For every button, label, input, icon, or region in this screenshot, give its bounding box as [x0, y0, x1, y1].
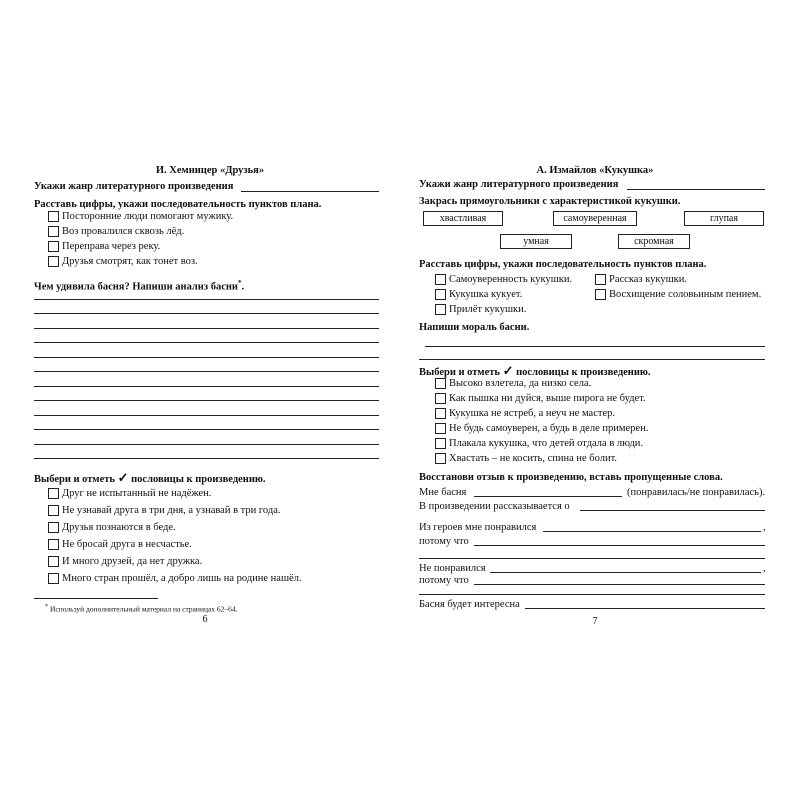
right-proverb-2: Как пышка ни дуйся, выше пирога не будет. — [449, 393, 646, 404]
review-blank-reason-2b[interactable] — [419, 594, 765, 595]
review-heroes-liked: Из героев мне понравился — [419, 522, 537, 533]
right-title: А. Измайлов «Кукушка» — [536, 165, 654, 176]
review-blank-liked[interactable] — [474, 496, 622, 497]
left-proverb-2: Не узнавай друга в три дня, а узнавай в три года. — [62, 505, 281, 516]
left-proverbs-prompt: Выбери и отметь ✓ пословицы к произведению. — [34, 470, 266, 485]
analysis-line-3[interactable] — [34, 328, 379, 329]
right-proverb-5: Плакала кукушка, что детей отдала в люди. — [449, 438, 644, 449]
right-proverb-box-5[interactable] — [435, 438, 446, 449]
analysis-line-9[interactable] — [34, 415, 379, 416]
right-plan-item-3: Кукушка кукует. — [449, 289, 523, 300]
left-genre-prompt: Укажи жанр литературного произведения — [34, 181, 234, 192]
checkmark-icon: ✓ — [117, 470, 129, 485]
left-plan-item-4: Друзья смотрят, как тонет воз. — [62, 256, 198, 267]
right-plan-box-5[interactable] — [435, 304, 446, 315]
right-proverb-box-1[interactable] — [435, 378, 446, 389]
moral-line-2[interactable] — [419, 359, 765, 360]
review-interesting: Басня будет интересна — [419, 599, 520, 610]
analysis-line-6[interactable] — [34, 371, 379, 372]
analysis-line-10[interactable] — [34, 429, 379, 430]
page-number-right: 7 — [592, 616, 598, 627]
review-story-told: В произведении рассказывается о — [419, 501, 570, 512]
right-proverb-4: Не будь самоуверен, а будь в деле примерен. — [449, 423, 649, 434]
right-plan-prompt: Расставь цифры, укажи последовательность пунктов плана. — [419, 259, 707, 270]
right-proverb-box-3[interactable] — [435, 408, 446, 419]
review-blank-reason-2[interactable] — [474, 584, 765, 585]
review-blank-reason-1[interactable] — [474, 545, 765, 546]
left-proverb-5: И много друзей, да нет дружка. — [62, 556, 203, 567]
footnote-divider — [34, 598, 158, 599]
right-proverb-box-4[interactable] — [435, 423, 446, 434]
right-proverbs-prompt: Выбери и отметь ✓ пословицы к произведению. — [419, 363, 651, 378]
review-liked-choice: (понравилась/не понравилась). — [627, 487, 766, 498]
right-plan-item-1: Самоуверенность кукушки. — [449, 274, 573, 285]
left-proverb-box-3[interactable] — [48, 522, 59, 533]
analysis-line-11[interactable] — [34, 444, 379, 445]
analysis-line-2[interactable] — [34, 313, 379, 314]
analysis-line-12[interactable] — [34, 458, 379, 459]
checkmark-icon: ✓ — [502, 363, 514, 378]
left-genre-answer-line[interactable] — [241, 191, 379, 192]
analysis-line-1[interactable] — [34, 299, 379, 300]
left-proverb-6: Много стран прошёл, а добро лишь на родине нашёл. — [62, 573, 302, 584]
review-blank-hero-liked[interactable] — [543, 531, 761, 532]
left-proverb-box-2[interactable] — [48, 505, 59, 516]
right-proverb-box-6[interactable] — [435, 453, 446, 464]
trait-box-modest[interactable]: скромная — [618, 234, 690, 249]
right-genre-answer-line[interactable] — [627, 189, 765, 190]
page-number-left: 6 — [202, 614, 208, 625]
left-proverb-4: Не бросай друга в несчастье. — [62, 539, 192, 550]
left-plan-box-4[interactable] — [48, 256, 59, 267]
right-plan-box-2[interactable] — [595, 274, 606, 285]
right-genre-prompt: Укажи жанр литературного произведения — [419, 179, 619, 190]
review-comma-2: , — [763, 563, 766, 574]
analysis-line-8[interactable] — [34, 400, 379, 401]
left-plan-item-2: Воз провалился сквозь лёд. — [62, 226, 185, 237]
moral-line-1[interactable] — [425, 346, 765, 347]
review-because-2: потому что — [419, 575, 469, 586]
review-blank-interesting[interactable] — [525, 608, 765, 609]
left-plan-box-2[interactable] — [48, 226, 59, 237]
review-my-fable: Мне басня — [419, 487, 467, 498]
analysis-line-4[interactable] — [34, 342, 379, 343]
review-blank-reason-1b[interactable] — [419, 558, 765, 559]
analysis-line-7[interactable] — [34, 386, 379, 387]
left-proverb-1: Друг не испытанный не надёжен. — [62, 488, 212, 499]
trait-box-smart[interactable]: умная — [500, 234, 572, 249]
trait-box-self-confident[interactable]: самоуверенная — [553, 211, 637, 226]
left-title: И. Хемницер «Друзья» — [155, 165, 265, 176]
right-proverb-1: Высоко взлетела, да низко села. — [449, 378, 592, 389]
left-proverb-box-5[interactable] — [48, 556, 59, 567]
review-prompt: Восстанови отзыв к произведению, вставь пропущенные слова. — [419, 472, 723, 483]
left-plan-item-3: Переправа через реку. — [62, 241, 161, 252]
right-plan-box-4[interactable] — [595, 289, 606, 300]
trait-box-boastful[interactable]: хвастливая — [423, 211, 503, 226]
right-plan-item-4: Восхищение соловьиным пением. — [609, 289, 762, 300]
review-comma-1: , — [763, 522, 766, 533]
left-plan-prompt: Расставь цифры, укажи последовательность пунктов плана. — [34, 199, 322, 210]
right-plan-item-5: Прилёт кукушки. — [449, 304, 527, 315]
right-proverb-3: Кукушка не ястреб, а неуч не мастер. — [449, 408, 615, 419]
right-proverb-6: Хвастать – не косить, спина не болит. — [449, 453, 618, 464]
review-blank-story[interactable] — [580, 510, 765, 511]
left-proverb-box-6[interactable] — [48, 573, 59, 584]
analysis-line-5[interactable] — [34, 357, 379, 358]
right-plan-box-3[interactable] — [435, 289, 446, 300]
right-proverb-box-2[interactable] — [435, 393, 446, 404]
left-plan-box-1[interactable] — [48, 211, 59, 222]
right-plan-item-2: Рассказ кукушки. — [609, 274, 688, 285]
left-plan-box-3[interactable] — [48, 241, 59, 252]
review-because-1: потому что — [419, 536, 469, 547]
review-blank-hero-not-liked[interactable] — [490, 572, 761, 573]
footnote: * Используй дополнительный материал на страницах 62–64. — [45, 603, 238, 614]
left-proverb-box-4[interactable] — [48, 539, 59, 550]
review-not-liked: Не понравился — [419, 563, 486, 574]
left-plan-item-1: Посторонние люди помогают мужику. — [62, 211, 234, 222]
left-proverb-box-1[interactable] — [48, 488, 59, 499]
moral-prompt: Напиши мораль басни. — [419, 322, 530, 333]
left-analysis-prompt: Чем удивила басня? Напиши анализ басни*. — [34, 279, 245, 293]
left-proverb-3: Друзья познаются в беде. — [62, 522, 176, 533]
right-plan-box-1[interactable] — [435, 274, 446, 285]
right-color-prompt: Закрась прямоугольники с характеристикой кукушки. — [419, 196, 681, 207]
trait-box-stupid[interactable]: глупая — [684, 211, 764, 226]
